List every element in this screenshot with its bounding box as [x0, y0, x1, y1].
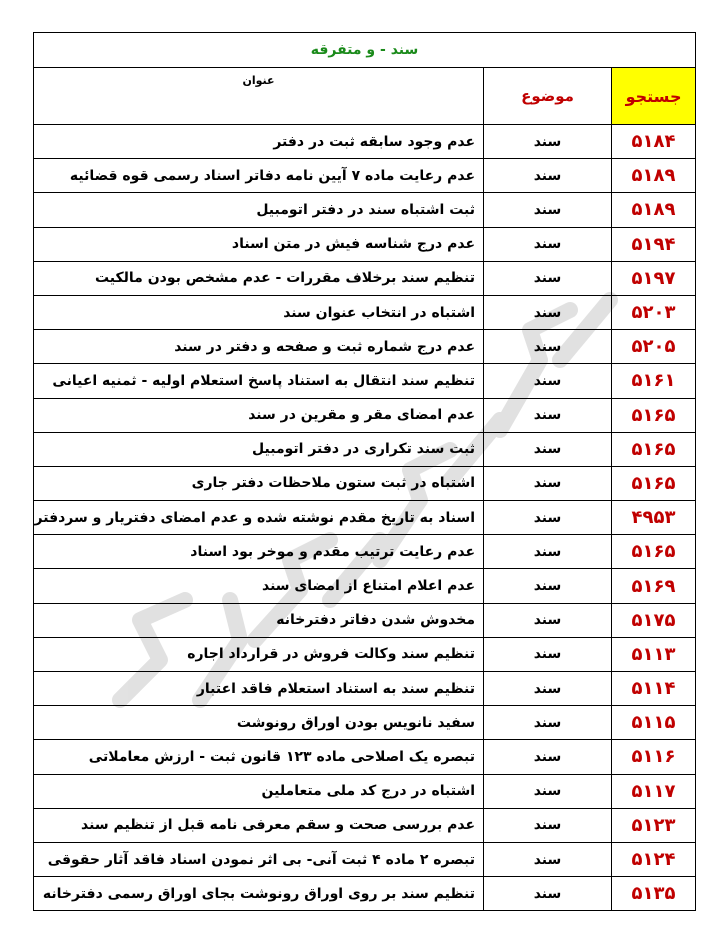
table-row [34, 398, 696, 432]
row-code: ۵۱۶۹ [612, 569, 696, 603]
table-row [34, 159, 696, 193]
row-title: عدم درج شماره ثبت و صفحه و دفتر در سند [34, 330, 484, 364]
table-row [34, 569, 696, 603]
row-title: تبصره یک اصلاحی ماده ۱۲۳ قانون ثبت - ارزش معاملاتی [34, 740, 484, 774]
row-code: ۵۱۱۶ [612, 740, 696, 774]
row-title: عدم رعایت ترتیب مقدم و موخر بود اسناد [34, 535, 484, 569]
row-code: ۵۱۶۱ [612, 364, 696, 398]
row-code: ۵۱۶۵ [612, 432, 696, 466]
row-subject: سند [484, 193, 612, 227]
row-code: ۵۱۲۴ [612, 842, 696, 876]
row-title: عدم وجود سابقه ثبت در دفتر [34, 125, 484, 159]
row-subject: سند [484, 637, 612, 671]
row-code: ۴۹۵۳ [612, 501, 696, 535]
row-code: ۵۱۶۵ [612, 398, 696, 432]
table-row [34, 432, 696, 466]
row-title: عدم بررسی صحت و سقم معرفی نامه قبل از تنظیم سند [34, 808, 484, 842]
row-code: ۵۱۱۷ [612, 774, 696, 808]
table-row [34, 877, 696, 911]
row-code: ۵۱۶۵ [612, 466, 696, 500]
row-code: ۵۱۸۴ [612, 125, 696, 159]
row-code: ۵۱۶۵ [612, 535, 696, 569]
row-subject: سند [484, 877, 612, 911]
row-subject: سند [484, 364, 612, 398]
row-title: عدم امضای مقر و مقرین در سند [34, 398, 484, 432]
row-title: تنظیم سند وکالت فروش در قرارداد اجاره [34, 637, 484, 671]
header-title: عنوان [34, 68, 484, 125]
row-subject: سند [484, 808, 612, 842]
row-code: ۵۱۱۴ [612, 672, 696, 706]
table-row [34, 125, 696, 159]
row-subject: سند [484, 706, 612, 740]
row-subject: سند [484, 159, 612, 193]
row-subject: سند [484, 603, 612, 637]
row-title: ثبت اشتباه سند در دفتر اتومبیل [34, 193, 484, 227]
row-title: عدم رعایت ماده ۷ آیین نامه دفاتر اسناد رسمی قوه قضائیه [34, 159, 484, 193]
row-title: عدم اعلام امتناع از امضای سند [34, 569, 484, 603]
row-title: تنظیم سند برخلاف مقررات - عدم مشخص بودن مالکیت [34, 261, 484, 295]
row-code: ۵۱۲۳ [612, 808, 696, 842]
row-title: تنظیم سند انتقال به استناد پاسخ استعلام اولیه - ثمنیه اعیانی [34, 364, 484, 398]
table-row [34, 330, 696, 364]
row-subject: سند [484, 295, 612, 329]
row-subject: سند [484, 125, 612, 159]
row-code: ۵۱۷۵ [612, 603, 696, 637]
row-code: ۵۱۳۵ [612, 877, 696, 911]
table-row [34, 637, 696, 671]
row-title: تبصره ۲ ماده ۴ ثبت آنی- بی اثر نمودن اسناد فاقد آثار حقوقی [34, 842, 484, 876]
row-subject: سند [484, 740, 612, 774]
table-row [34, 535, 696, 569]
row-subject: سند [484, 501, 612, 535]
row-title: تنظیم سند به استناد استعلام فاقد اعتبار [34, 672, 484, 706]
table-row [34, 672, 696, 706]
row-title: عدم درج شناسه فیش در متن اسناد [34, 227, 484, 261]
row-subject: سند [484, 569, 612, 603]
row-title: تنظیم سند بر روی اوراق رونوشت بجای اوراق رسمی دفترخانه [34, 877, 484, 911]
row-code: ۵۲۰۵ [612, 330, 696, 364]
row-subject: سند [484, 774, 612, 808]
row-title: اشتباه در درج کد ملی متعاملین [34, 774, 484, 808]
table-row [34, 842, 696, 876]
row-title: مخدوش شدن دفاتر دفترخانه [34, 603, 484, 637]
row-code: ۵۱۹۴ [612, 227, 696, 261]
row-code: ۵۱۸۹ [612, 193, 696, 227]
header-search: جستجو [612, 68, 696, 125]
table-row [34, 466, 696, 500]
row-code: ۵۲۰۳ [612, 295, 696, 329]
row-title: اسناد به تاریخ مقدم نوشته شده و عدم امضای دفتریار و سردفتر [34, 501, 484, 535]
table-row [34, 261, 696, 295]
row-subject: سند [484, 466, 612, 500]
row-code: ۵۱۹۷ [612, 261, 696, 295]
row-subject: سند [484, 842, 612, 876]
table-row [34, 501, 696, 535]
table-row [34, 808, 696, 842]
table-row [34, 295, 696, 329]
table-row [34, 774, 696, 808]
row-subject: سند [484, 535, 612, 569]
row-title: سفید نانویس بودن اوراق رونوشت [34, 706, 484, 740]
document-table [33, 32, 696, 911]
row-subject: سند [484, 261, 612, 295]
row-code: ۵۱۱۳ [612, 637, 696, 671]
row-subject: سند [484, 330, 612, 364]
row-subject: سند [484, 672, 612, 706]
table-row [34, 706, 696, 740]
row-title: اشتباه در انتخاب عنوان سند [34, 295, 484, 329]
row-code: ۵۱۸۹ [612, 159, 696, 193]
row-code: ۵۱۱۵ [612, 706, 696, 740]
table-row [34, 193, 696, 227]
table-title: سند - و متفرقه [34, 33, 696, 68]
table-row [34, 603, 696, 637]
row-subject: سند [484, 432, 612, 466]
table-row [34, 364, 696, 398]
header-subject: موضوع [484, 68, 612, 125]
row-title: ثبت سند تکراری در دفتر اتومبیل [34, 432, 484, 466]
table-row [34, 740, 696, 774]
row-subject: سند [484, 398, 612, 432]
row-subject: سند [484, 227, 612, 261]
row-title: اشتباه در ثبت ستون ملاحظات دفتر جاری [34, 466, 484, 500]
table-row [34, 227, 696, 261]
